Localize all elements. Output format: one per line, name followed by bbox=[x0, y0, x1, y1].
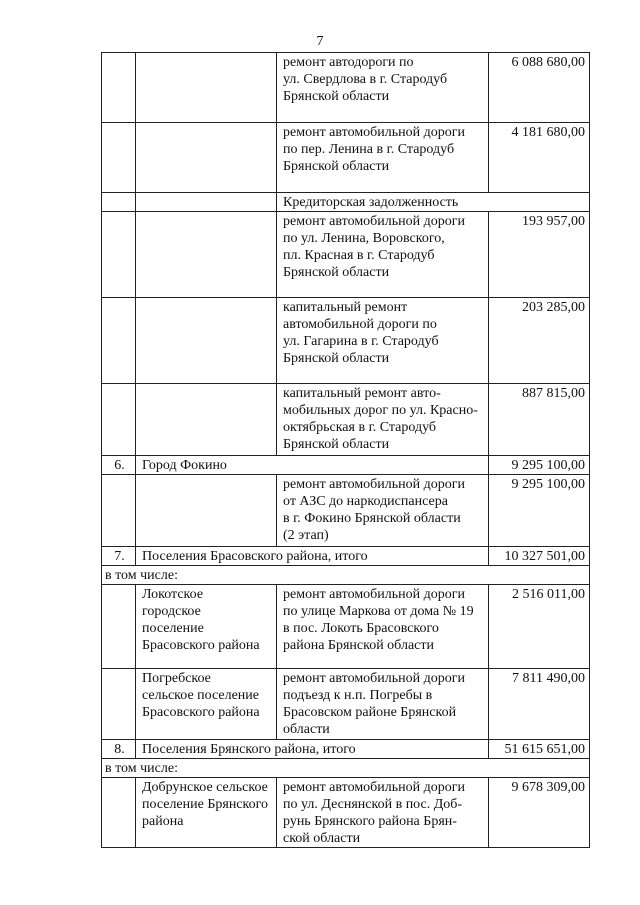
including-subheading: в том числе: bbox=[102, 759, 590, 778]
amount-cell: 6 088 680,00 bbox=[489, 53, 590, 123]
work-description: ремонт автомобильной дороги по пер. Ленина в г. Стародуб Брянской области bbox=[277, 123, 489, 193]
creditor-debt-note: Кредиторская задолженность bbox=[277, 193, 590, 212]
work-description: ремонт автомобильной дороги по ул. Ленина, Воровского, пл. Красная в г. Стародуб Брянской области bbox=[277, 212, 489, 298]
table-row bbox=[102, 585, 590, 669]
amount-cell: 7 811 490,00 bbox=[489, 669, 590, 740]
amount-cell: 2 516 011,00 bbox=[489, 585, 590, 669]
table-row bbox=[102, 740, 590, 759]
amount-cell: 9 295 100,00 bbox=[489, 475, 590, 547]
table-row bbox=[102, 547, 590, 566]
table-row bbox=[102, 475, 590, 547]
settlement-name: Локотское городское поселение Брасовского района bbox=[136, 585, 277, 669]
municipality-name: Поселения Брянского района, итого bbox=[136, 740, 489, 759]
amount-cell: 9 295 100,00 bbox=[489, 456, 590, 475]
work-description: ремонт автомобильной дороги по улице Маркова от дома № 19 в пос. Локоть Брасовского района Брянской области bbox=[277, 585, 489, 669]
work-description: ремонт автомобильной дороги подъезд к н.п. Погребы в Брасовском районе Брянской области bbox=[277, 669, 489, 740]
table-row bbox=[102, 384, 590, 456]
table-row bbox=[102, 123, 590, 193]
page-number: 7 bbox=[316, 34, 324, 49]
table-row bbox=[102, 669, 590, 740]
work-description: капитальный ремонт авто- мобильных дорог по ул. Красно- октябрьская в г. Стародуб Брянской области bbox=[277, 384, 489, 456]
funding-table bbox=[101, 52, 590, 848]
row-number: 8. bbox=[102, 740, 136, 759]
table-row bbox=[102, 193, 590, 212]
work-description: ремонт автомобильной дороги от АЗС до наркодиспансера в г. Фокино Брянской области (2 этап) bbox=[277, 475, 489, 547]
work-description: капитальный ремонт автомобильной дороги по ул. Гагарина в г. Стародуб Брянской области bbox=[277, 298, 489, 384]
settlement-name: Добрунское сельское поселение Брянского района bbox=[136, 778, 277, 848]
table-row bbox=[102, 456, 590, 475]
table-row bbox=[102, 298, 590, 384]
amount-cell: 193 957,00 bbox=[489, 212, 590, 298]
table-row bbox=[102, 566, 590, 585]
table-row bbox=[102, 759, 590, 778]
row-number: 6. bbox=[102, 456, 136, 475]
table-row bbox=[102, 53, 590, 123]
amount-cell: 9 678 309,00 bbox=[489, 778, 590, 848]
table-row bbox=[102, 212, 590, 298]
row-number: 7. bbox=[102, 547, 136, 566]
amount-cell: 10 327 501,00 bbox=[489, 547, 590, 566]
amount-cell: 4 181 680,00 bbox=[489, 123, 590, 193]
settlement-name: Погребское сельское поселение Брасовского района bbox=[136, 669, 277, 740]
including-subheading: в том числе: bbox=[102, 566, 590, 585]
municipality-name: Поселения Брасовского района, итого bbox=[136, 547, 489, 566]
amount-cell: 51 615 651,00 bbox=[489, 740, 590, 759]
table-row bbox=[102, 778, 590, 848]
work-description: ремонт автомобильной дороги по ул. Деснянской в пос. Доб- рунь Брянского района Брян- ской области bbox=[277, 778, 489, 848]
amount-cell: 203 285,00 bbox=[489, 298, 590, 384]
amount-cell: 887 815,00 bbox=[489, 384, 590, 456]
work-description: ремонт автодороги по ул. Свердлова в г. Стародуб Брянской области bbox=[277, 53, 489, 123]
municipality-name: Город Фокино bbox=[136, 456, 489, 475]
